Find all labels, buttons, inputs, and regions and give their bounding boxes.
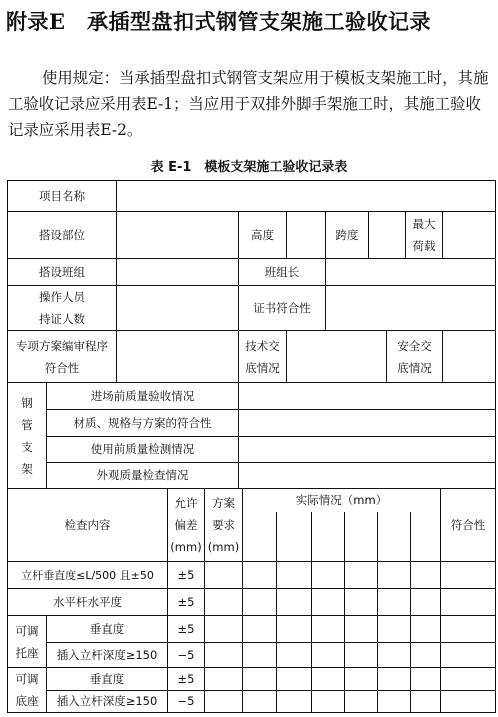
label-max-load-line1: 最大 [412, 217, 436, 231]
label-span: 跨度 [335, 227, 359, 242]
tol-top-insert-depth: −5 [177, 647, 195, 662]
label-team-leader: 班组长 [264, 264, 300, 279]
label-base-line2: 底座 [15, 694, 39, 708]
tol-horizontal-level: ±5 [177, 594, 195, 609]
label-base-line1: 可调 [15, 672, 39, 686]
label-check-appearance: 外观质量检查情况 [96, 468, 189, 482]
label-safety-line2: 底情况 [397, 360, 432, 375]
label-steel-pipe-char3: 支 [21, 439, 33, 454]
label-tech-line1: 技术交 [245, 338, 280, 353]
label-tech-line2: 底情况 [245, 360, 280, 375]
label-tech-briefing [239, 331, 286, 382]
label-top-insert-depth: 插入立杆深度≥150 [56, 647, 158, 662]
label-safety-line1: 安全交 [397, 338, 432, 353]
label-safety-briefing [387, 331, 442, 382]
label-max-load-line2: 荷载 [412, 239, 436, 253]
label-steel-pipe-char4: 架 [21, 461, 33, 476]
label-check-before-use: 使用前质量检测情况 [90, 442, 195, 456]
label-allow-line2: 偏差 [174, 518, 198, 532]
label-check-material: 材质、规格与方案的符合性 [73, 415, 212, 430]
label-allow-line3: (mm) [170, 540, 202, 554]
table-caption: 表 E-1 模板支架施工验收记录表 [150, 160, 348, 175]
label-plan-requirement [205, 489, 242, 561]
label-steel-pipe-char1: 钢 [21, 395, 33, 410]
label-top-line1: 可调 [15, 623, 39, 638]
tol-base-verticality: ±5 [177, 671, 195, 686]
label-base-insert-depth: 插入立杆深度≥150 [56, 694, 158, 708]
label-plan-line1: 方案 [212, 496, 235, 510]
label-location: 搭设部位 [39, 227, 85, 242]
tol-pole-verticality: ±5 [177, 567, 195, 582]
tol-top-verticality: ±5 [177, 621, 195, 636]
label-conformity: 符合性 [450, 517, 486, 532]
tol-base-insert-depth: −5 [177, 694, 195, 708]
label-horizontal-level: 水平杆水平度 [53, 594, 122, 609]
label-program [8, 331, 116, 382]
label-operators-line2: 持证人数 [39, 312, 85, 326]
label-top-line2: 托座 [15, 645, 39, 660]
label-allowed-deviation [168, 489, 204, 561]
label-base-verticality: 垂直度 [89, 671, 125, 686]
label-operators [8, 286, 116, 330]
label-check-incoming: 进场前质量验收情况 [90, 388, 195, 403]
label-top-verticality: 垂直度 [89, 621, 125, 636]
label-adjustable-base [8, 668, 46, 712]
label-steel-pipe-char2: 管 [21, 417, 33, 432]
label-plan-line3: (mm) [207, 540, 240, 554]
label-project-name: 项目名称 [39, 188, 85, 203]
label-height: 高度 [251, 227, 274, 242]
label-actual: 实际情况（mm） [295, 493, 388, 507]
usage-rules-paragraph: 使用规定：当承插型盘扣式钢管支架应用于模板支架施工时，其施工验收记录应采用表E-1；当应用于双排外脚手架施工时，其施工验收记录应采用表E-2。 [8, 69, 489, 139]
label-check-content: 检查内容 [64, 517, 111, 532]
label-operators-line1: 操作人员 [39, 290, 85, 304]
label-pole-verticality: 立杆垂直度≤L/500 且±50 [21, 568, 154, 582]
label-cert: 证书符合性 [253, 300, 311, 315]
label-steel-pipe-support [8, 383, 46, 488]
label-max-load [406, 212, 442, 258]
label-program-line1: 专项方案编审程序 [16, 338, 108, 353]
label-team: 搭设班组 [39, 264, 85, 279]
label-program-line2: 符合性 [44, 360, 80, 375]
label-allow-line1: 允许 [174, 496, 198, 510]
label-adjustable-top [8, 616, 46, 667]
appendix-title: 附录E 承插型盘扣式钢管支架施工验收记录 [6, 9, 432, 34]
label-plan-line2: 要求 [212, 518, 235, 532]
